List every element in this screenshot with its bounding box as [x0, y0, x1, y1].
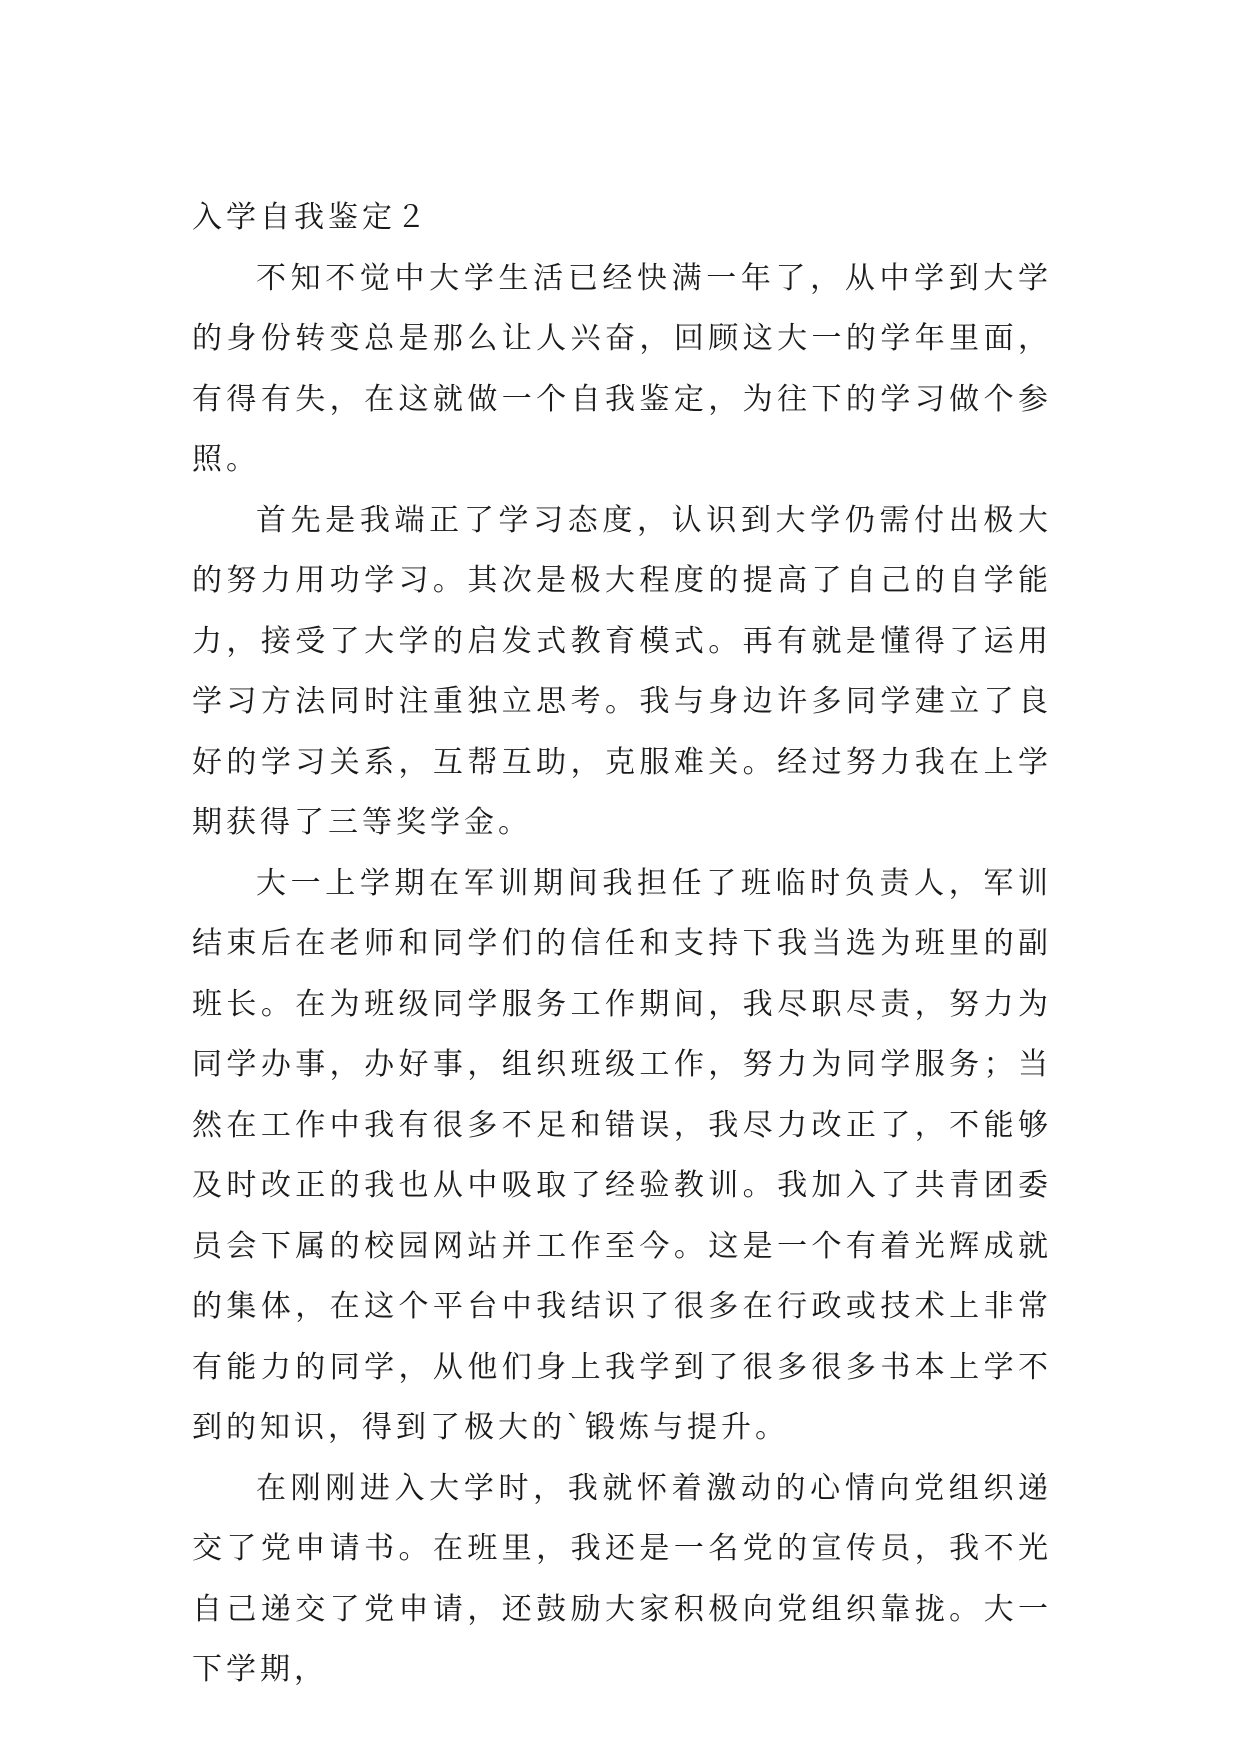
paragraph-2: 首先是我端正了学习态度，认识到大学仍需付出极大的努力用功学习。其次是极大程度的提高了自己的自学能力，接受了大学的启发式教育模式。再有就是懂得了运用学习方法同时注重独立思考。我与身边许多同学建立了良好的学习关系，互帮互助，克服难关。经过努力我在上学期获得了三等奖学金。	[192, 502, 1052, 840]
paragraph-3: 大一上学期在军训期间我担任了班临时负责人，军训结束后在老师和同学们的信任和支持下我当选为班里的副班长。在为班级同学服务工作期间，我尽职尽责，努力为同学办事，办好事，组织班级工作，努力为同学服务；当然在工作中我有很多不足和错误，我尽力改正了，不能够及时改正的我也从中吸取了经验教训。我加入了共青团委员会下属的校园网站并工作至今。这是一个有着光辉成就的集体，在这个平台中我结识了很多在行政或技术上非常有能力的同学，从他们身上我学到了很多很多书本上学不到的知识，得到了极大的`锻炼与提升。	[192, 865, 1052, 1445]
document-title: 入学自我鉴定２	[192, 200, 430, 235]
document-body	[192, 188, 1052, 1701]
paragraph-4: 在刚刚进入大学时，我就怀着激动的心情向党组织递交了党申请书。在班里，我还是一名党的宣传员，我不光自己递交了党申请，还鼓励大家积极向党组织靠拢。大一下学期，	[192, 1470, 1052, 1687]
paragraph-1: 不知不觉中大学生活已经快满一年了，从中学到大学的身份转变总是那么让人兴奋，回顾这大一的学年里面，有得有失，在这就做一个自我鉴定，为往下的学习做个参照。	[192, 260, 1052, 477]
